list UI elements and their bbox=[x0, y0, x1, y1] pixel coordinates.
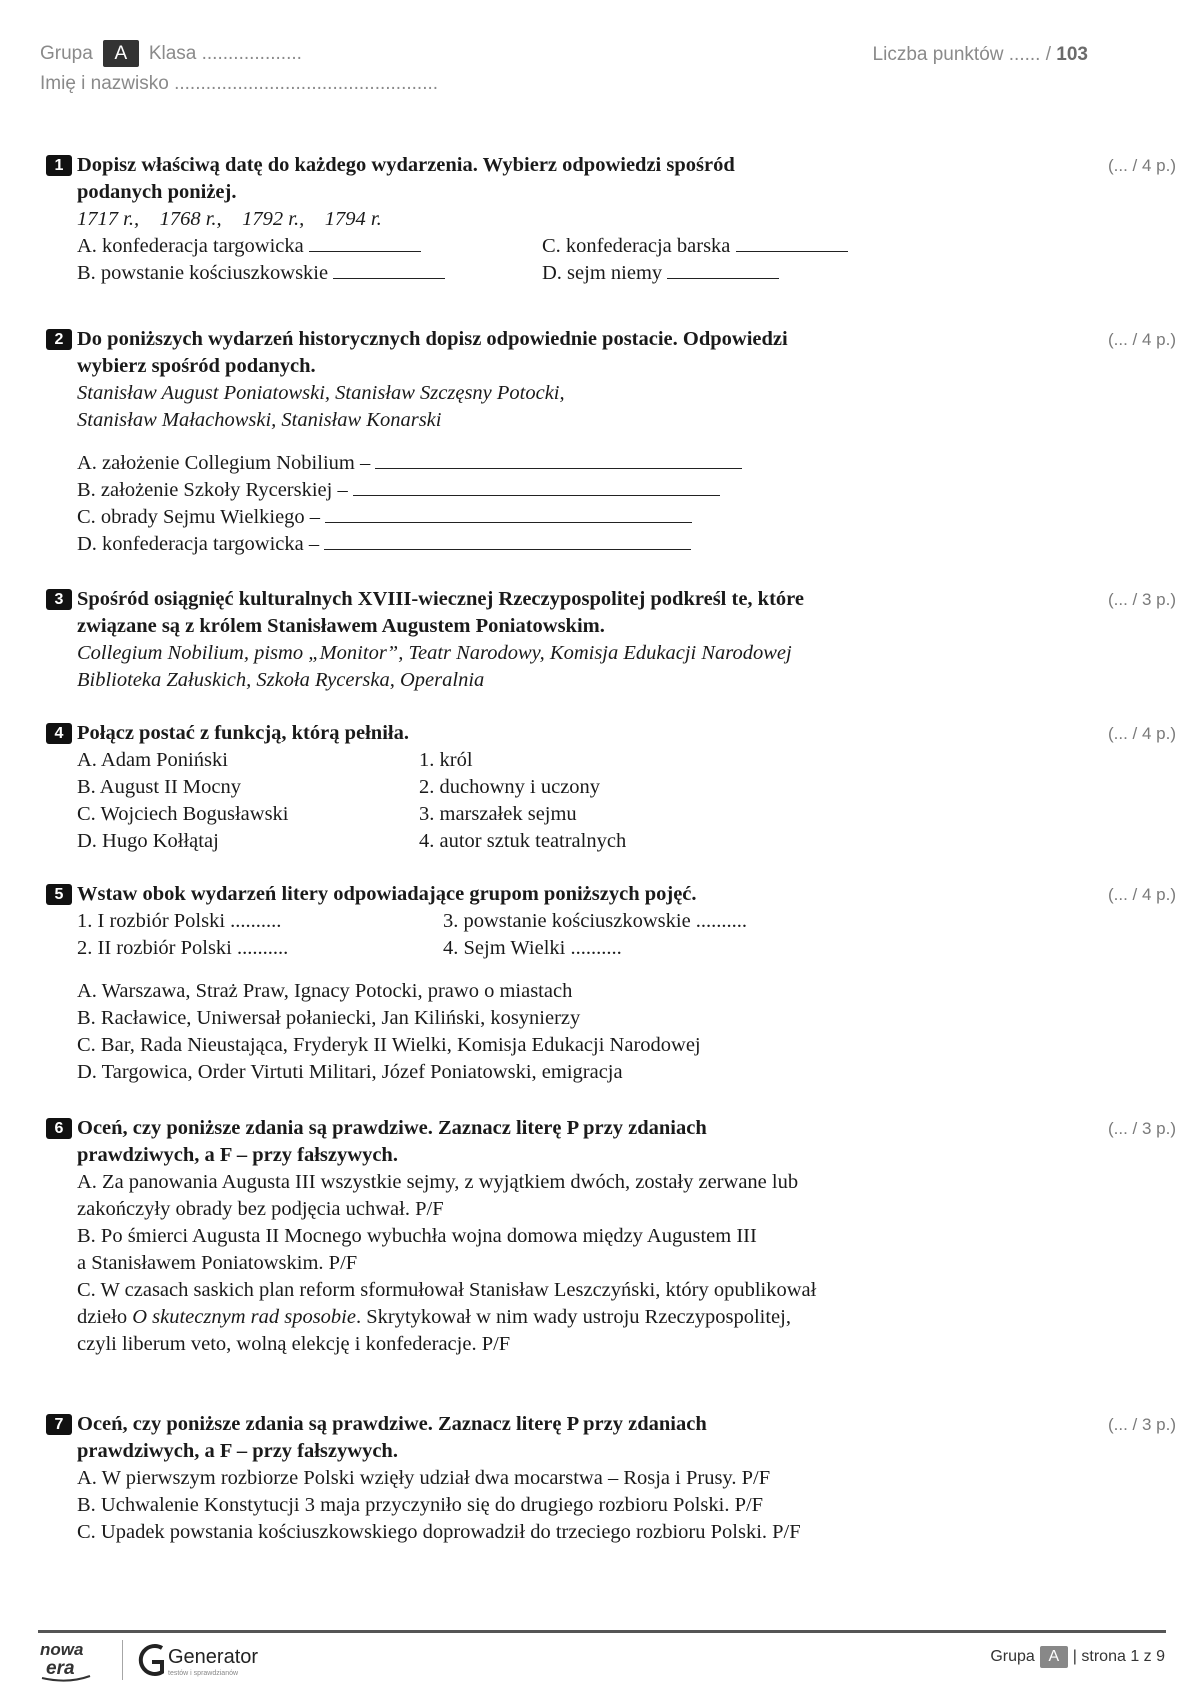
score-field bbox=[873, 44, 1088, 66]
class-field: Klasa ................... bbox=[148, 42, 302, 64]
score-max: 103 bbox=[1056, 44, 1088, 65]
score-label: Liczba punktów ...... / bbox=[872, 44, 1057, 65]
footer-group-badge: A bbox=[1040, 1646, 1068, 1668]
task-instruction: Połącz postać z funkcją, którą pełniła. bbox=[77, 722, 409, 744]
task-instruction: Oceń, czy poniższe zdania są prawdziwe. Zaznacz literę P przy zdaniach bbox=[77, 1413, 707, 1435]
task-points: (... / 4 p.) bbox=[1107, 885, 1176, 904]
task-options: Stanisław Małachowski, Stanisław Konarski bbox=[77, 409, 442, 431]
statement-part: . Skrytykował w nim wady ustroju Rzeczypospolitej, bbox=[355, 1306, 791, 1328]
page-info bbox=[990, 1646, 1165, 1668]
task-1 bbox=[46, 152, 1176, 287]
match-left-item: B. August II Mocny bbox=[77, 776, 241, 798]
item-text: D. sejm niemy bbox=[542, 262, 663, 284]
item-text: C. konfederacja barska bbox=[542, 235, 731, 257]
item-text: B. powstanie kościuszkowskie bbox=[77, 262, 329, 284]
statement-line: B. Po śmierci Augusta II Mocnego wybuchła wojna domowa między Augustem III bbox=[77, 1225, 757, 1247]
match-right-item: 2. duchowny i uczony bbox=[419, 776, 601, 798]
task-points: (... / 3 p.) bbox=[1107, 1119, 1176, 1138]
item-text: C. obrady Sejmu Wielkiego – bbox=[77, 506, 321, 528]
task-points: (... / 3 p.) bbox=[1107, 1415, 1176, 1434]
event-item: 2. II rozbiór Polski .......... bbox=[77, 937, 289, 959]
item-text: D. konfederacja targowicka – bbox=[77, 533, 320, 555]
answer-blank[interactable] bbox=[667, 260, 779, 279]
task-options: Biblioteka Załuskich, Szkoła Rycerska, Operalnia bbox=[77, 669, 485, 691]
term-group: C. Bar, Rada Nieustająca, Fryderyk II Wielki, Komisja Edukacji Narodowej bbox=[77, 1034, 701, 1056]
task-options: Stanisław August Poniatowski, Stanisław Szczęsny Potocki, bbox=[77, 382, 565, 404]
book-title: O skutecznym rad sposobie bbox=[132, 1306, 356, 1328]
answer-blank[interactable] bbox=[375, 450, 742, 469]
task-instruction: prawdziwych, a F – przy fałszywych. bbox=[77, 1440, 398, 1462]
name-field: Imię i nazwisko .................................................. bbox=[40, 73, 439, 94]
task-6 bbox=[46, 1115, 1176, 1358]
task-7 bbox=[46, 1411, 1176, 1546]
term-group: A. Warszawa, Straż Praw, Ignacy Potocki, prawo o miastach bbox=[77, 980, 573, 1002]
statement-line: A. W pierwszym rozbiorze Polski wzięły udział dwa mocarstwa – Rosja i Prusy. P/F bbox=[77, 1467, 771, 1489]
answer-blank[interactable] bbox=[333, 260, 445, 279]
event-item: 1. I rozbiór Polski .......... bbox=[77, 910, 282, 932]
term-group: B. Racławice, Uniwersał połaniecki, Jan Kiliński, kosynierzy bbox=[77, 1007, 581, 1029]
task-number: 2 bbox=[46, 329, 72, 350]
statement-line: C. Upadek powstania kościuszkowskiego doprowadził do trzeciego rozbioru Polski. P/F bbox=[77, 1521, 801, 1543]
answer-blank[interactable] bbox=[325, 504, 692, 523]
task-number: 4 bbox=[46, 723, 72, 744]
match-left-item: C. Wojciech Bogusławski bbox=[77, 803, 289, 825]
group-label: Grupa bbox=[40, 42, 93, 64]
task-instruction: Oceń, czy poniższe zdania są prawdziwe. Zaznacz literę P przy zdaniach bbox=[77, 1117, 707, 1139]
statement-part: dzieło bbox=[77, 1306, 133, 1328]
match-right-item: 3. marszałek sejmu bbox=[419, 803, 577, 825]
task-2 bbox=[46, 326, 1176, 558]
event-item: 3. powstanie kościuszkowskie .......... bbox=[443, 910, 748, 932]
answer-blank[interactable] bbox=[736, 233, 848, 252]
task-number: 1 bbox=[46, 155, 72, 176]
logo-subtext: testów i sprawdzianów bbox=[168, 1670, 239, 1677]
match-right-item: 4. autor sztuk teatralnych bbox=[419, 830, 627, 852]
task-number: 3 bbox=[46, 589, 72, 610]
task-4 bbox=[46, 720, 1176, 855]
task-instruction: Do poniższych wydarzeń historycznych dopisz odpowiednie postacie. Odpowiedzi bbox=[77, 328, 788, 350]
item-text: B. założenie Szkoły Rycerskiej – bbox=[77, 479, 348, 501]
task-number: 5 bbox=[46, 884, 72, 905]
footer-divider bbox=[38, 1630, 1166, 1633]
task-5 bbox=[46, 881, 1176, 1086]
page-number: | strona 1 z 9 bbox=[1072, 1648, 1165, 1665]
task-points: (... / 4 p.) bbox=[1107, 724, 1176, 743]
logo-text: era bbox=[46, 1658, 75, 1679]
generator-logo bbox=[122, 1638, 272, 1683]
event-item: 4. Sejm Wielki .......... bbox=[443, 937, 622, 959]
task-instruction: wybierz spośród podanych. bbox=[77, 355, 316, 377]
item-text: A. założenie Collegium Nobilium – bbox=[77, 452, 371, 474]
statement-line: czyli liberum veto, wolną elekcję i konfederacje. P/F bbox=[77, 1333, 511, 1355]
task-3 bbox=[46, 586, 1176, 694]
task-points: (... / 4 p.) bbox=[1107, 330, 1176, 349]
answer-blank[interactable] bbox=[324, 531, 691, 550]
task-instruction: Spośród osiągnięć kulturalnych XVIII-wiecznej Rzeczypospolitej podkreśl te, które bbox=[77, 588, 804, 610]
task-instruction: związane są z królem Stanisławem Augustem Poniatowskim. bbox=[77, 615, 605, 637]
statement-line: zakończyły obrady bez podjęcia uchwał. P/F bbox=[77, 1198, 444, 1220]
task-instruction: Dopisz właściwą datę do każdego wydarzenia. Wybierz odpowiedzi spośród bbox=[77, 154, 735, 176]
task-points: (... / 3 p.) bbox=[1107, 590, 1176, 609]
header-row bbox=[40, 40, 302, 67]
statement-line bbox=[77, 1304, 937, 1331]
item-text: A. konfederacja targowicka bbox=[77, 235, 304, 257]
match-left-item: A. Adam Poniński bbox=[77, 749, 228, 771]
task-instruction: podanych poniżej. bbox=[77, 181, 237, 203]
answer-blank[interactable] bbox=[353, 477, 720, 496]
task-number: 6 bbox=[46, 1118, 72, 1139]
logo-text: nowa bbox=[40, 1640, 84, 1659]
statement-line: C. W czasach saskich plan reform sformułował Stanisław Leszczyński, który opublikował bbox=[77, 1279, 817, 1301]
match-right-item: 1. król bbox=[419, 749, 473, 771]
task-instruction: prawdziwych, a F – przy fałszywych. bbox=[77, 1144, 398, 1166]
statement-line: A. Za panowania Augusta III wszystkie sejmy, z wyjątkiem dwóch, zostały zerwane lub bbox=[77, 1171, 799, 1193]
match-left-item: D. Hugo Kołłątaj bbox=[77, 830, 219, 852]
task-instruction: Wstaw obok wydarzeń litery odpowiadające grupom poniższych pojęć. bbox=[77, 883, 697, 905]
task-options: 1717 r., 1768 r., 1792 r., 1794 r. bbox=[77, 208, 382, 230]
group-badge: A bbox=[103, 40, 139, 67]
task-points: (... / 4 p.) bbox=[1107, 156, 1176, 175]
task-number: 7 bbox=[46, 1414, 72, 1435]
statement-line: a Stanisławem Poniatowskim. P/F bbox=[77, 1252, 358, 1274]
footer-group-label: Grupa bbox=[990, 1648, 1035, 1665]
statement-line: B. Uchwalenie Konstytucji 3 maja przyczyniło się do drugiego rozbioru Polski. P/F bbox=[77, 1494, 764, 1516]
term-group: D. Targowica, Order Virtuti Militari, Józef Poniatowski, emigracja bbox=[77, 1061, 623, 1083]
logo-text: Generator bbox=[168, 1646, 259, 1668]
task-options: Collegium Nobilium, pismo „Monitor”, Teatr Narodowy, Komisja Edukacji Narodowej bbox=[77, 642, 792, 664]
nowa-era-logo bbox=[38, 1638, 98, 1683]
answer-blank[interactable] bbox=[309, 233, 421, 252]
